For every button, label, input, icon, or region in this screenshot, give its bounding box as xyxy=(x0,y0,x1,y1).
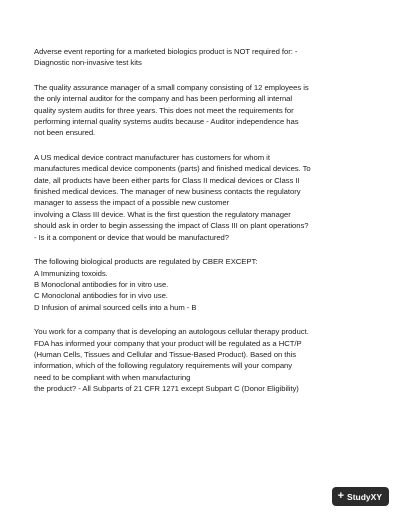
text-line: date, all products have been either parts for Class II medical devices or Class II xyxy=(34,175,300,185)
text-line: FDA has informed your company that your product will be regulated as a HCT/P xyxy=(34,338,302,348)
text-line: involving a Class III device. What is the first question the regulatory manager xyxy=(34,209,291,219)
text-line: The following biological products are regulated by CBER EXCEPT: xyxy=(34,257,258,267)
plus-icon: + xyxy=(337,490,345,502)
studyxy-watermark[interactable] xyxy=(332,487,389,506)
text-line: not been ensured. xyxy=(34,128,96,138)
text-line: should ask in order to begin assessing the impact of Class III on plant operations? xyxy=(34,221,309,231)
text-line: Adverse event reporting for a marketed biologics product is NOT required for: - xyxy=(34,47,298,56)
text-line: the product? - All Subparts of 21 CFR 1271 except Subpart C (Donor Eligibility) xyxy=(34,384,299,394)
text-line: performing internal quality systems audits because - Auditor independence has xyxy=(34,117,299,127)
text-line: (Human Cells, Tissues and Cellular and Tissue-Based Product). Based on this xyxy=(34,349,297,359)
text-line: The quality assurance manager of a small company consisting of 12 employees is xyxy=(34,82,309,92)
text-line: manufactures medical device components (parts) and finished medical devices. To xyxy=(34,164,311,174)
text-line: information, which of the following regulatory requirements will your company xyxy=(34,361,293,371)
text-line: A US medical device contract manufacturer has customers for whom it xyxy=(34,152,270,162)
paragraph-contract-manufacturer xyxy=(34,152,379,243)
text-line: C Monoclonal antibodies for in vivo use. xyxy=(34,291,168,301)
paragraph-hctp xyxy=(34,326,379,394)
text-line: manager to assess the impact of a possible new customer xyxy=(34,198,230,208)
text-line: You work for a company that is developing an autologous cellular therapy product. xyxy=(34,327,309,337)
text-line: - Is it a component or device that would be manufactured? xyxy=(34,232,230,242)
text-line: finished medical devices. The manager of new business contacts the regulatory xyxy=(34,187,301,197)
text-line: D Infusion of animal sourced cells into a hum - B xyxy=(34,302,197,312)
text-line: need to be compliant with when manufacturing xyxy=(34,372,191,382)
paragraph-internal-auditor xyxy=(34,82,379,139)
text-line: Diagnostic non-invasive test kits xyxy=(34,58,142,68)
watermark-brand: StudyXY xyxy=(347,491,382,502)
text-line: A Immunizing toxoids. xyxy=(34,268,108,278)
text-line: quality system audits for three years. This does not meet the requirements for xyxy=(34,105,294,115)
text-line: B Monoclonal antibodies for in vitro use. xyxy=(34,279,169,289)
document-content xyxy=(34,46,379,408)
text-line: the only internal auditor for the company and has been performing all internal xyxy=(34,94,293,104)
paragraph-adverse-event xyxy=(34,46,379,69)
paragraph-cber-products xyxy=(34,256,379,313)
